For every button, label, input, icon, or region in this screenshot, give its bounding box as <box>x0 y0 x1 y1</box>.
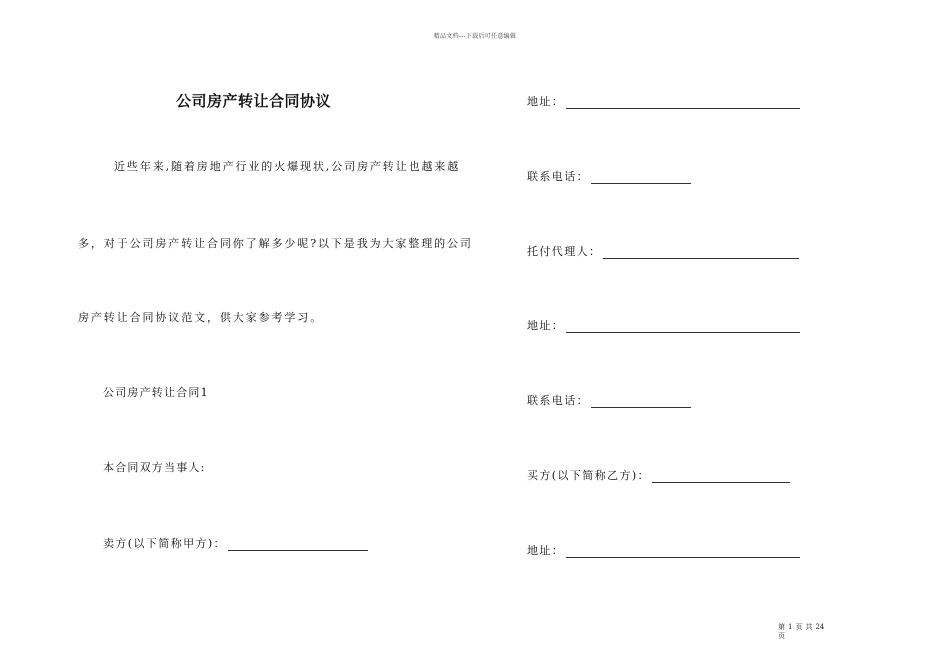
seller-blank-line <box>228 540 368 551</box>
seller-label: 卖方(以下简称甲方)： <box>103 537 226 550</box>
page-mid: 页 <box>795 623 803 631</box>
address-blank-line-2 <box>566 322 800 333</box>
address-blank-line-3 <box>566 547 800 558</box>
header-note: 精品文档---下载后可任意编辑 <box>433 33 517 40</box>
address-field-2 <box>527 317 800 333</box>
page-prefix: 第 <box>778 623 785 631</box>
page-number <box>778 623 827 641</box>
phone-label-2: 联系电话： <box>527 394 589 407</box>
address-field-1 <box>527 93 800 109</box>
buyer-field <box>527 467 790 483</box>
document-title: 公司房产转让合同协议 <box>176 92 332 110</box>
agent-blank-line <box>603 248 799 259</box>
intro-line-3: 房产转让合同协议范文，供大家参考学习。 <box>78 311 324 324</box>
address-blank-line-1 <box>566 98 800 109</box>
address-label-3: 地址： <box>527 544 565 557</box>
phone-label-1: 联系电话： <box>527 170 589 183</box>
page-current: 1 <box>788 623 793 631</box>
page-total-prefix: 共 <box>805 623 813 631</box>
intro-line-1: 近些年来,随着房地产行业的火爆现状,公司房产转让也越来越 <box>114 160 461 173</box>
phone-blank-line-1 <box>591 173 691 184</box>
agent-field <box>527 243 799 259</box>
page-suffix: 页 <box>778 632 785 640</box>
address-label-1: 地址： <box>527 95 565 108</box>
contract-heading: 公司房产转让合同1 <box>103 386 209 399</box>
address-label-2: 地址： <box>527 319 565 332</box>
phone-field-1 <box>527 168 691 184</box>
phone-field-2 <box>527 392 691 408</box>
seller-field <box>103 535 368 551</box>
buyer-blank-line <box>652 472 790 483</box>
intro-line-2: 多，对于公司房产转让合同你了解多少呢?以下是我为大家整理的公司 <box>78 237 473 250</box>
phone-blank-line-2 <box>591 397 691 408</box>
buyer-label: 买方(以下简称乙方)： <box>527 469 650 482</box>
agent-label: 托付代理人： <box>527 245 602 258</box>
page-total: 24 <box>815 623 825 631</box>
parties-label: 本合同双方当事人: <box>103 461 206 474</box>
address-field-3 <box>527 542 800 558</box>
